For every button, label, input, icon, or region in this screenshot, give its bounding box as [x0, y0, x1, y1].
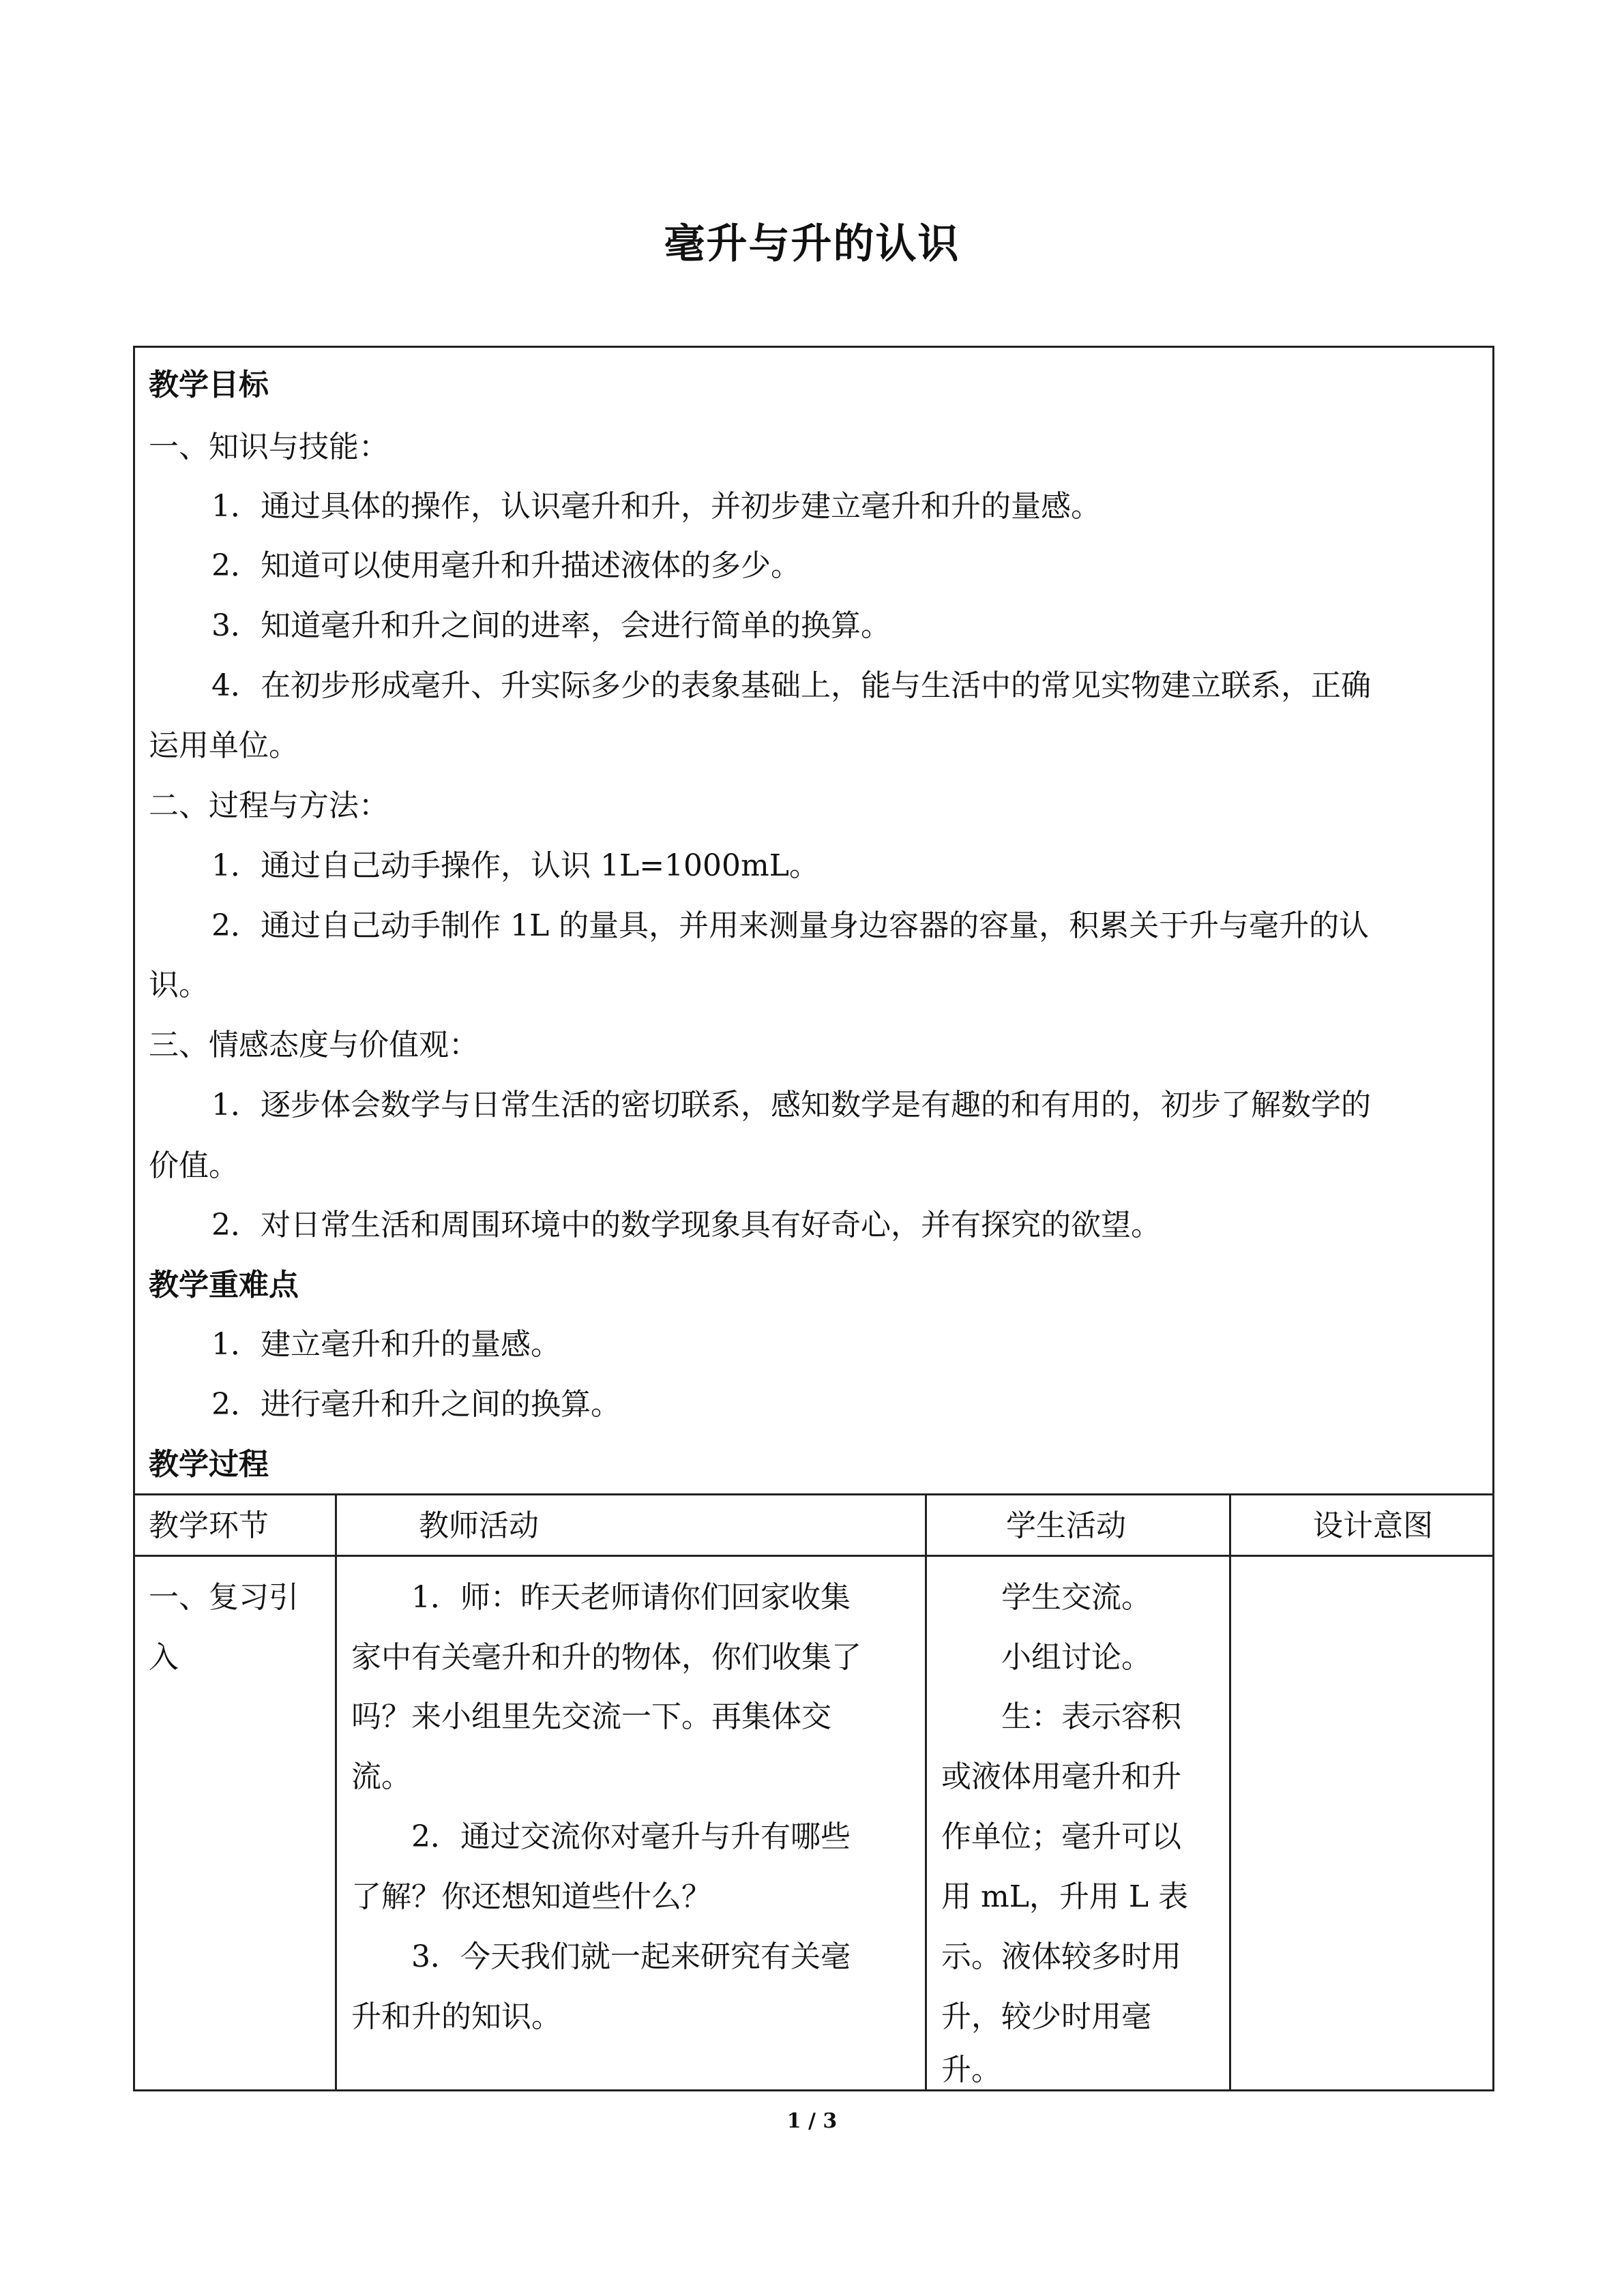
teacher-cell-line: 1．师：昨天老师请你们回家收集	[351, 1580, 851, 1615]
objective-item: 1．通过具体的操作，认识毫升和升，并初步建立毫升和升的量感。	[211, 489, 1101, 524]
teacher-cell-line: 3．今天我们就一起来研究有关毫	[351, 1939, 851, 1974]
table-header-bottom-border	[133, 1555, 1494, 1557]
table-header-top-border	[133, 1493, 1494, 1495]
student-cell-line: 或液体用毫升和升	[941, 1759, 1181, 1794]
column-header-student: 学生活动	[1006, 1508, 1126, 1543]
objective-item: 价值。	[149, 1148, 239, 1183]
teacher-cell-line: 2．通过交流你对毫升与升有哪些	[351, 1819, 851, 1854]
student-cell-line: 用 mL，升用 L 表	[941, 1879, 1189, 1914]
section3-heading: 三、情感态度与价值观：	[149, 1028, 479, 1062]
student-cell-line: 生：表示容积	[941, 1699, 1181, 1734]
student-cell-line: 示。液体较多时用	[941, 1939, 1181, 1974]
objective-item: 运用单位。	[149, 728, 299, 763]
column-header-intent: 设计意图	[1313, 1508, 1433, 1543]
student-cell-line: 升，较少时用毫	[941, 1999, 1151, 2034]
process-heading: 教学过程	[149, 1447, 269, 1482]
objective-item: 3．知道毫升和升之间的进率，会进行简单的换算。	[211, 608, 891, 643]
objective-item: 2．对日常生活和周围环境中的数学现象具有好奇心，并有探究的欲望。	[211, 1208, 1161, 1242]
objective-item: 1．逐步体会数学与日常生活的密切联系，感知数学是有趣的和有用的，初步了解数学的	[211, 1088, 1371, 1122]
key-points-heading: 教学重难点	[149, 1268, 299, 1302]
student-cell-line: 学生交流。	[941, 1580, 1151, 1615]
objective-item: 1．通过自己动手操作，认识 1L=1000mL。	[211, 848, 819, 883]
teacher-cell-line: 流。	[351, 1759, 411, 1794]
student-cell-line: 作单位；毫升可以	[941, 1819, 1181, 1854]
teacher-cell-line: 升和升的知识。	[351, 1999, 561, 2034]
stage-cell-line: 一、复习引	[149, 1580, 299, 1615]
section2-heading: 二、过程与方法：	[149, 788, 389, 823]
column-header-stage: 教学环节	[149, 1508, 269, 1543]
objective-item: 识。	[149, 968, 209, 1002]
teacher-cell-line: 家中有关毫升和升的物体，你们收集了	[351, 1640, 861, 1675]
student-cell-line: 小组讨论。	[941, 1640, 1151, 1675]
stage-cell-line: 入	[149, 1640, 179, 1675]
teacher-cell-line: 吗？来小组里先交流一下。再集体交	[351, 1699, 831, 1734]
objective-item: 4．在初步形成毫升、升实际多少的表象基础上，能与生活中的常见实物建立联系，正确	[211, 668, 1371, 703]
key-point-item: 2．进行毫升和升之间的换算。	[211, 1387, 621, 1422]
column-divider-1	[335, 1493, 337, 2091]
objective-item: 2．通过自己动手制作 1L 的量具，并用来测量身边容器的容量，积累关于升与毫升的认	[211, 908, 1370, 943]
objectives-heading: 教学目标	[149, 368, 269, 402]
column-divider-3	[1229, 1493, 1231, 2091]
objective-item: 2．知道可以使用毫升和升描述液体的多少。	[211, 548, 801, 583]
column-divider-2	[925, 1493, 927, 2091]
key-point-item: 1．建立毫升和升的量感。	[211, 1327, 561, 1362]
student-cell-line: 升。	[941, 2053, 1001, 2087]
teacher-cell-line: 了解？你还想知道些什么？	[351, 1879, 711, 1914]
section1-heading: 一、知识与技能：	[149, 430, 389, 464]
column-header-teacher: 教师活动	[419, 1508, 539, 1543]
page-number: 1 / 3	[786, 2109, 838, 2133]
document-title: 毫升与升的认识	[664, 220, 960, 268]
